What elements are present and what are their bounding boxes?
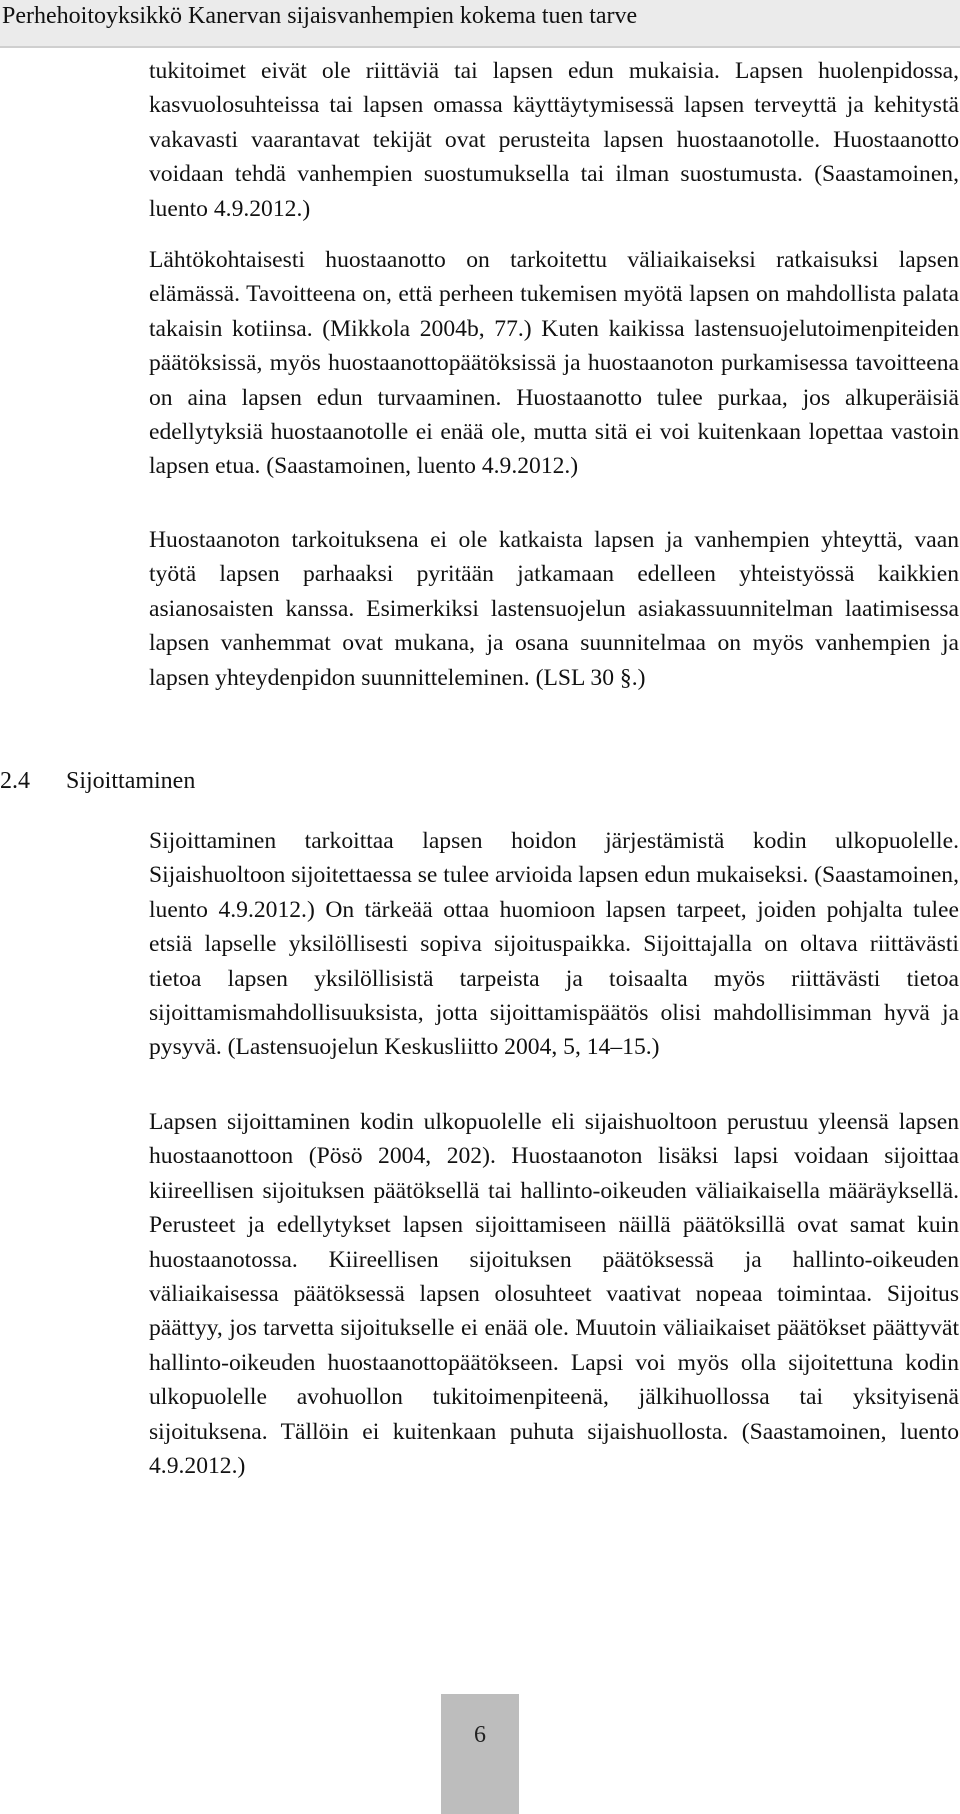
section-title: Sijoittaminen — [66, 768, 196, 794]
paragraph-huostaanotto-perusteet: tukitoimet eivät ole riittäviä tai lapsen edun mukaisia. Lapsen huolenpidossa, kasvuolosuhteissa tai lapsen omassa käyttäytymisessä lapsen terveyttä ja kehitystä vakavasti vaarantavat tekijät ovat perusteita lapsen huostaanotolle. Huostaanotto voidaan tehdä vanhempien suostumuksella tai ilman suostumusta. (Saastamoinen, luento 4.9.2012.) — [149, 58, 959, 222]
paragraph-sijaishuolto-perusteet: Lapsen sijoittaminen kodin ulkopuolelle eli sijaishuoltoon perustuu yleensä lapsen huostaanottoon (Pösö 2004, 202). Huostaanoton lisäksi lapsi voidaan sijoittaa kiireellisen sijoituksen päätöksellä tai hallinto-oikeuden väliaikaisella määräyksellä. Perusteet ja edellytykset lapsen sijoittamiseen näillä päätöksillä ovat samat kuin huostaanotossa. Kiireellisen sijoituksen päätöksessä ja hallinto-oikeuden väliaikaisessa päätöksessä lapsen olosuhteet vaativat nopeaa toimintaa. Sijoitus päättyy, jos tarvetta sijoitukselle ei enää ole. Muutoin väliaikaiset päätökset päättyvät hallinto-oikeuden huostaanottopäätökseen. Lapsi voi myös olla sijoitettuna kodin ulkopuolelle avohuollon tukitoimenpiteenä, jälkihuollossa tai yksityisenä sijoituksena. Tällöin ei kuitenkaan puhuta sijaishuollosta. (Saastamoinen, luento 4.9.2012.) — [149, 1109, 959, 1480]
section-heading — [0, 764, 195, 798]
paragraph-sijoittaminen-maaritelma: Sijoittaminen tarkoittaa lapsen hoidon järjestämistä kodin ulkopuolelle. Sijaishuoltoon sijoitettaessa se tulee arvioida lapsen edun mukaiseksi. (Saastamoinen, luento 4.9.2012.) On tärkeää ottaa huomioon lapsen tarpeet, joiden pohjalta tulee etsiä lapselle yksilöllisesti sopiva sijoituspaikka. Sijoittajalla on oltava riittävästi tietoa lapsen yksilöllisistä tarpeista ja toisaalta myös riittävästi tietoa sijoittamismahdollisuuksista, jotta sijoittamispäätös olisi mahdollisimman hyvä ja pysyvä. (Lastensuojelun Keskusliitto 2004, 5, 14–15.) — [149, 828, 959, 1061]
page-number: 6 — [474, 1722, 486, 1748]
running-header — [0, 0, 960, 48]
paragraph-huostaanotto-valiaikainen: Lähtökohtaisesti huostaanotto on tarkoitettu väliaikaiseksi ratkaisuksi lapsen elämässä. Tavoitteena on, että perheen tukemisen myötä lapsen on mahdollista palata takaisin kotiinsa. (Mikkola 2004b, 77.) Kuten kaikissa lastensuojelutoimenpiteiden päätöksissä, myös huostaanottopäätöksissä ja huostaanoton purkamisessa tavoitteena on aina lapsen edun turvaaminen. Huostaanotto tulee purkaa, jos alkuperäisiä edellytyksiä huostaanotolle ei enää ole, mutta sitä ei voi kuitenkaan lopettaa vastoin lapsen etua. (Saastamoinen, luento 4.9.2012.) — [149, 247, 959, 480]
document-title: Perhehoitoyksikkö Kanervan sijaisvanhempien kokema tuen tarve — [2, 3, 638, 29]
paragraph-huostaanoton-tarkoitus: Huostaanoton tarkoituksena ei ole katkaista lapsen ja vanhempien yhteyttä, vaan työtä lapsen parhaaksi pyritään jatkamaan edelleen yhteistyössä kaikkien asianosaisten kanssa. Esimerkiksi lastensuojelun asiakassuunnitelman laatimisessa lapsen vanhemmat ovat mukana, ja osana suunnitelmaa on myös vanhempien ja lapsen yhteydenpidon suunnitteleminen. (LSL 30 §.) — [149, 527, 959, 691]
page-number-box — [441, 1694, 519, 1814]
section-number: 2.4 — [0, 768, 30, 794]
